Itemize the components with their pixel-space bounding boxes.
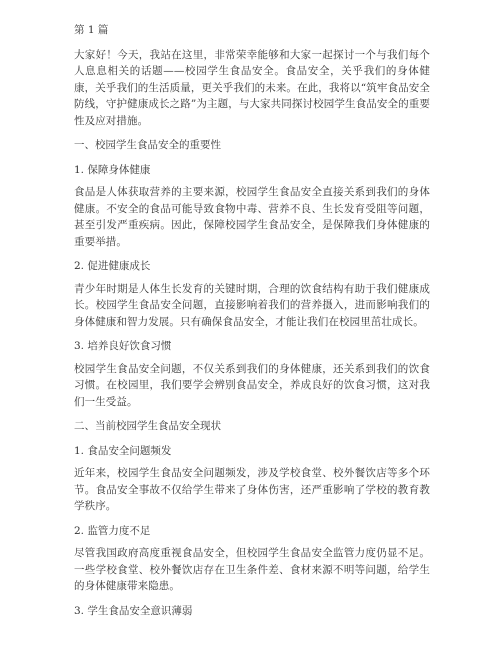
- item-paragraph: 近年来，校园学生食品安全问题频发，涉及学校食堂、校外餐饮店等多个环节。食品安全事故不仅给学生带来了身体伤害，还严重影响了学校的教育教学秩序。: [74, 467, 430, 512]
- intro-paragraph: 大家好！今天，我站在这里，非常荣幸能够和大家一起探讨一个与我们每个人息息相关的话题——校园学生食品安全。食品安全，关乎我们的身体健康，关乎我们的生活质量，更关乎我们的未来。在此，我将以“筑牢食品安全防线，守护健康成长之路”为主题，与大家共同探讨校园学生食品安全的重要性及应对措施。: [74, 48, 430, 127]
- item-paragraph: 校园学生食品安全问题，不仅关系到我们的身体健康，还关系到我们的饮食习惯。在校园里，我们要学会辨别食品安全，养成良好的饮食习惯，这对我们一生受益。: [74, 362, 430, 408]
- section-title: 二、当前校园学生食品安全现状: [74, 420, 221, 432]
- item-heading: 1. 保障身体健康: [74, 163, 151, 176]
- section-title: 一、校园学生食品安全的重要性: [74, 139, 221, 151]
- item-paragraph: 青少年时期是人体生长发育的关键时期，合理的饮食结构有助于我们健康成长。校园学生食品安全问题，直接影响着我们的营养摄入，进而影响我们的身体健康和智力发展。只有确保食品安全，才能让我们在校园里茁壮成长。: [74, 282, 430, 328]
- item-heading: 3. 培养良好饮食习惯: [74, 340, 172, 352]
- part-label: 第 1 篇: [74, 24, 109, 36]
- item-heading: 2. 促进健康成长: [74, 260, 151, 272]
- item-paragraph: 尽管我国政府高度重视食品安全，但校园学生食品安全监管力度仍显不足。一些学校食堂、校外餐饮店存在卫生条件差、食材来源不明等问题，给学生的身体健康带来隐患。: [74, 547, 430, 592]
- document-page: [74, 22, 430, 619]
- item-heading: 3. 学生食品安全意识薄弱: [74, 604, 193, 617]
- item-heading: 1. 食品安全问题频发: [74, 444, 172, 457]
- item-paragraph: 食品是人体获取营养的主要来源，校园学生食品安全直接关系到我们的身体健康。不安全的食品可能导致食物中毒、营养不良、生长发育受阻等问题，甚至引发严重疾病。因此，保障校园学生食品安全，是保障我们身体健康的重要举措。: [74, 186, 430, 248]
- item-heading: 2. 监管力度不足: [74, 524, 151, 537]
